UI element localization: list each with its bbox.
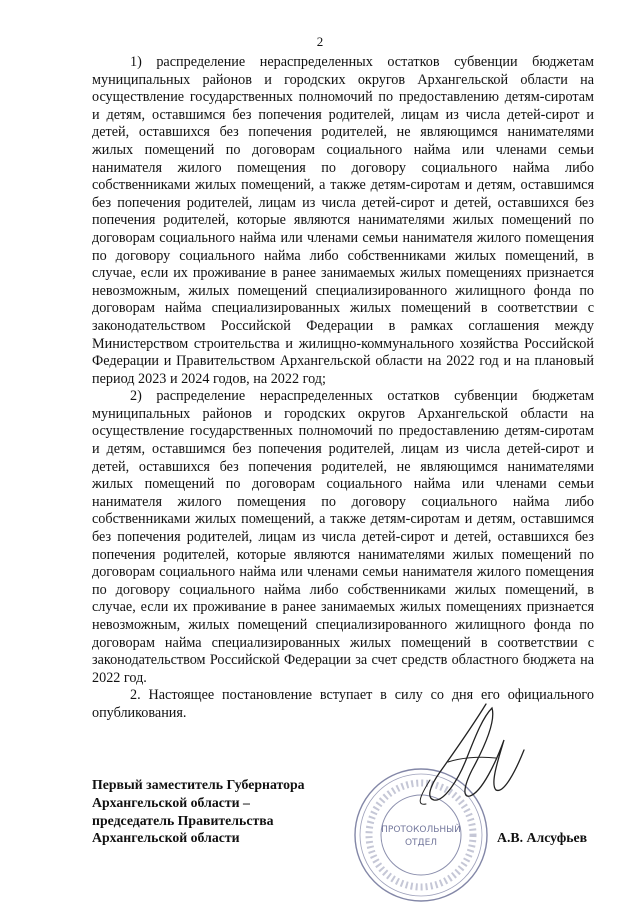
paragraph-item-2: 2) распределение нераспределенных остатков субвенции бюджетам муниципальных районов и городских округов Архангельской области на осуществление государственных полномочий по предоставлению детям-сиротам и детям, оставшимся без попечения родителей, лицам из числа детей-сирот и детей, оставшихся без попечения родителей, не являющимся нанимателями жилых помещений по договорам социального найма или членами семьи нанимателя жилого помещения по договору социального найма либо собственниками жилых помещений, а также детям-сиротам и детям, оставшимся без попечения родителей, лицам из числа детей-сирот и детей, оставшихся без попечения родителей, которые являются нанимателями жилых помещений по договорам социального найма или членами семьи нанимателя жилого помещения по договору социального найма либо собственниками жилых помещений, в случае, если их проживание в ранее занимаемых жилых помещениях признается невозможным, жилых помещений специализированного жилищного фонда по договорам найма специализированных жилых помещений в соответствии с законодательством Российской Федерации за счет средств областного бюджета на 2022 год. xyxy=(92,388,594,686)
handwritten-signature xyxy=(400,700,530,810)
stamp-text: ОТДЕЛ xyxy=(404,838,438,848)
paragraph-effective-date: 2. Настоящее постановление вступает в силу со дня его официального опубликования. xyxy=(92,687,594,721)
signatory-name: А.В. Алсуфьев xyxy=(497,830,588,845)
signatory-title-line: Архангельской области – xyxy=(92,794,250,810)
signatory-title-line: председатель Правительства xyxy=(92,812,274,828)
signatory-title-line: Первый заместитель Губернатора xyxy=(92,777,305,792)
document-body xyxy=(92,54,594,723)
stamp-text: ПРОТОКОЛЬНЫЙ xyxy=(381,825,461,835)
signatory-title xyxy=(92,776,372,847)
paragraph-item-1: 1) распределение нераспределенных остатков субвенции бюджетам муниципальных районов и городских округов Архангельской области на осуществление государственных полномочий по предоставлению детям-сиротам и детям, оставшимся без попечения родителей, лицам из числа детей-сирот и детей, оставшихся без попечения родителей, не являющимся нанимателями жилых помещений по договорам социального найма или членами семьи нанимателя жилого помещения по договору социального найма либо собственниками жилых помещений, а также детям-сиротам и детям, оставшимся без попечения родителей, лицам из числа детей-сирот и детей, оставшихся без попечения родителей, которые являются нанимателями жилых помещений по договорам социального найма или членами семьи нанимателя жилого помещения по договору социального найма либо собственниками жилых помещений, в случае, если их проживание в ранее занимаемых жилых помещениях признается невозможным, жилых помещений специализированного жилищного фонда по договорам найма специализированных жилых помещений в соответствии с законодательством Российской Федерации в рамках соглашения между Министерством строительства и жилищно-коммунального хозяйства Российской Федерации и Правительством Архангельской области на 2022 год и на плановый период 2023 и 2024 годов, на 2022 год; xyxy=(92,54,594,387)
signatory-title-line: Архангельской области xyxy=(92,830,240,846)
page-number: 2 xyxy=(316,34,324,49)
